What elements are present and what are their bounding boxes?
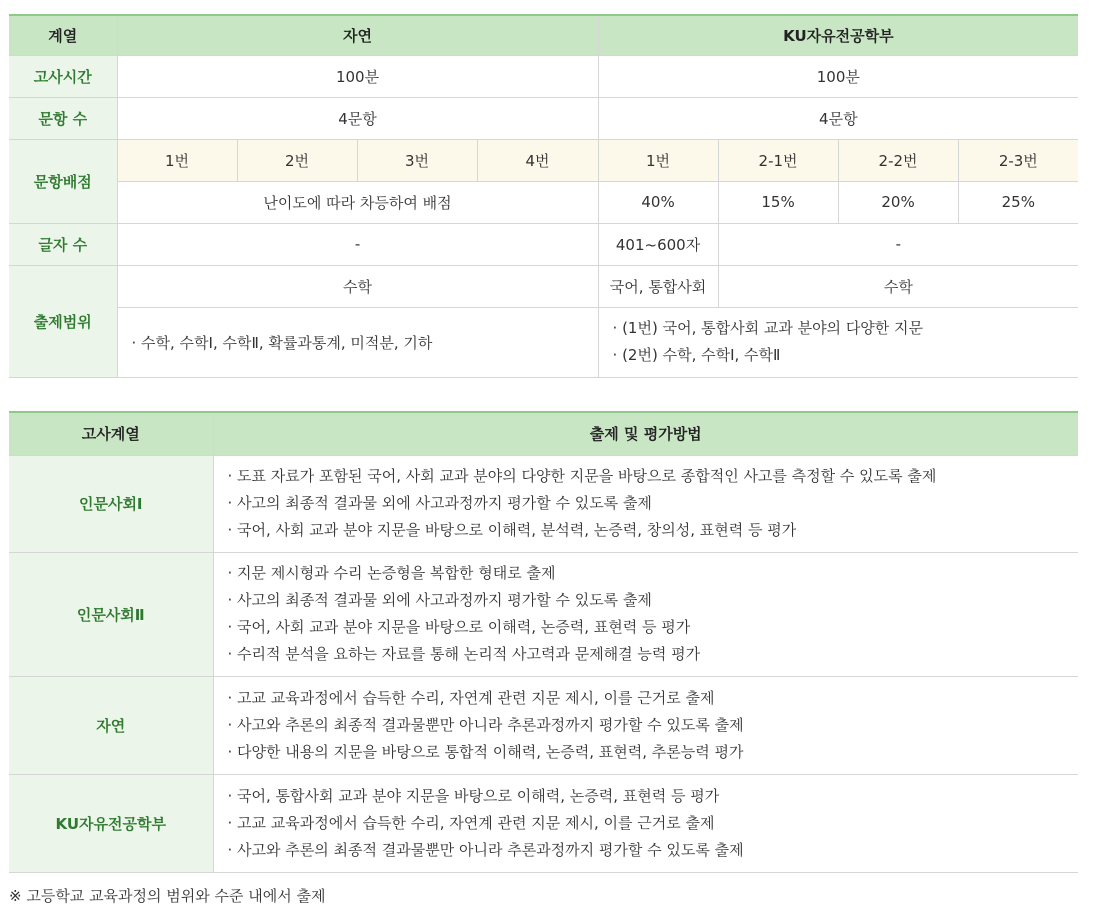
ku-scope-line: · (1번) 국어, 통합사회 교과 분야의 다양한 지문 <box>612 319 924 337</box>
row-label-scope: 출제범위 <box>9 265 117 377</box>
ku-time: 100분 <box>598 55 1078 97</box>
ku-q-number: 2-2번 <box>838 139 958 181</box>
science-chars: - <box>117 223 598 265</box>
method-line: · 사고와 추론의 최종적 결과물뿐만 아니라 추론과정까지 평가할 수 있도록 출제 <box>227 715 744 734</box>
header-track: 계열 <box>9 15 117 55</box>
row-label-chars: 글자 수 <box>9 223 117 265</box>
ku-score-pct: 15% <box>718 181 838 223</box>
ku-q-number: 2-3번 <box>958 139 1078 181</box>
evaluation-method-table <box>9 411 1078 873</box>
row-label-scoring: 문항배점 <box>9 139 117 223</box>
science-time: 100분 <box>117 55 598 97</box>
ku-score-pct: 40% <box>598 181 718 223</box>
science-q-number: 2번 <box>237 139 357 181</box>
ku-scope-detail <box>598 307 1078 377</box>
ku-scope-line: · (2번) 수학, 수학Ⅰ, 수학Ⅱ <box>612 346 781 364</box>
header-method: 출제 및 평가방법 <box>213 412 1078 455</box>
ku-rest-scope-subject: 수학 <box>718 265 1078 307</box>
header-science: 자연 <box>117 15 598 55</box>
row-label-time: 고사시간 <box>9 55 117 97</box>
ku-rest-chars: - <box>718 223 1078 265</box>
science-q-number: 1번 <box>117 139 237 181</box>
row-label-questions: 문항 수 <box>9 97 117 139</box>
method-line: · 고교 교육과정에서 습득한 수리, 자연계 관련 지문 제시, 이를 근거로 출제 <box>227 813 715 832</box>
track-name: 인문사회Ⅰ <box>9 455 213 552</box>
method-line: · 지문 제시형과 수리 논증형을 복합한 형태로 출제 <box>227 564 556 582</box>
ku-score-pct: 20% <box>838 181 958 223</box>
method-line: · 사고와 추론의 최종적 결과물뿐만 아니라 추론과정까지 평가할 수 있도록 출제 <box>227 840 744 859</box>
track-name: 자연 <box>9 676 213 774</box>
method-cell <box>213 676 1078 774</box>
ku-score-pct: 25% <box>958 181 1078 223</box>
header-exam-track: 고사계열 <box>9 412 213 455</box>
science-q-number: 4번 <box>477 139 598 181</box>
method-line: · 국어, 통합사회 교과 분야 지문을 바탕으로 이해력, 논증력, 표현력 등 평가 <box>227 786 720 805</box>
ku-q-number: 1번 <box>598 139 718 181</box>
method-line: · 국어, 사회 교과 분야 지문을 바탕으로 이해력, 논증력, 표현력 등 평가 <box>227 618 691 636</box>
method-cell <box>213 774 1078 872</box>
ku-questions: 4문항 <box>598 97 1078 139</box>
ku-q-number: 2-1번 <box>718 139 838 181</box>
ku-q1-scope-subject: 국어, 통합사회 <box>598 265 718 307</box>
track-name: 인문사회Ⅱ <box>9 552 213 676</box>
footnote: ※ 고등학교 교육과정의 범위와 수준 내에서 출제 <box>9 887 326 905</box>
exam-info-table <box>9 14 1078 378</box>
method-line: · 수리적 분석을 요하는 자료를 통해 논리적 사고력과 문제해결 능력 평가 <box>227 645 701 663</box>
track-name: KU자유전공학부 <box>9 774 213 872</box>
science-scope-subject: 수학 <box>117 265 598 307</box>
science-scoring-note: 난이도에 따라 차등하여 배점 <box>117 181 598 223</box>
method-line: · 국어, 사회 교과 분야 지문을 바탕으로 이해력, 분석력, 논증력, 창의성, 표현력 등 평가 <box>227 521 797 539</box>
method-cell <box>213 455 1078 552</box>
science-q-number: 3번 <box>357 139 477 181</box>
method-line: · 사고의 최종적 결과물 외에 사고과정까지 평가할 수 있도록 출제 <box>227 591 652 609</box>
header-ku: KU자유전공학부 <box>598 15 1078 55</box>
method-line: · 다양한 내용의 지문을 바탕으로 통합적 이해력, 논증력, 표현력, 추론능력 평가 <box>227 742 744 761</box>
science-scope-detail: · 수학, 수학Ⅰ, 수학Ⅱ, 확률과통계, 미적분, 기하 <box>117 307 598 377</box>
method-cell <box>213 552 1078 676</box>
science-questions: 4문항 <box>117 97 598 139</box>
ku-q1-chars: 401~600자 <box>598 223 718 265</box>
method-line: · 도표 자료가 포함된 국어, 사회 교과 분야의 다양한 지문을 바탕으로 종합적인 사고를 측정할 수 있도록 출제 <box>227 467 937 485</box>
method-line: · 사고의 최종적 결과물 외에 사고과정까지 평가할 수 있도록 출제 <box>227 494 652 512</box>
method-line: · 고교 교육과정에서 습득한 수리, 자연계 관련 지문 제시, 이를 근거로 출제 <box>227 688 715 707</box>
